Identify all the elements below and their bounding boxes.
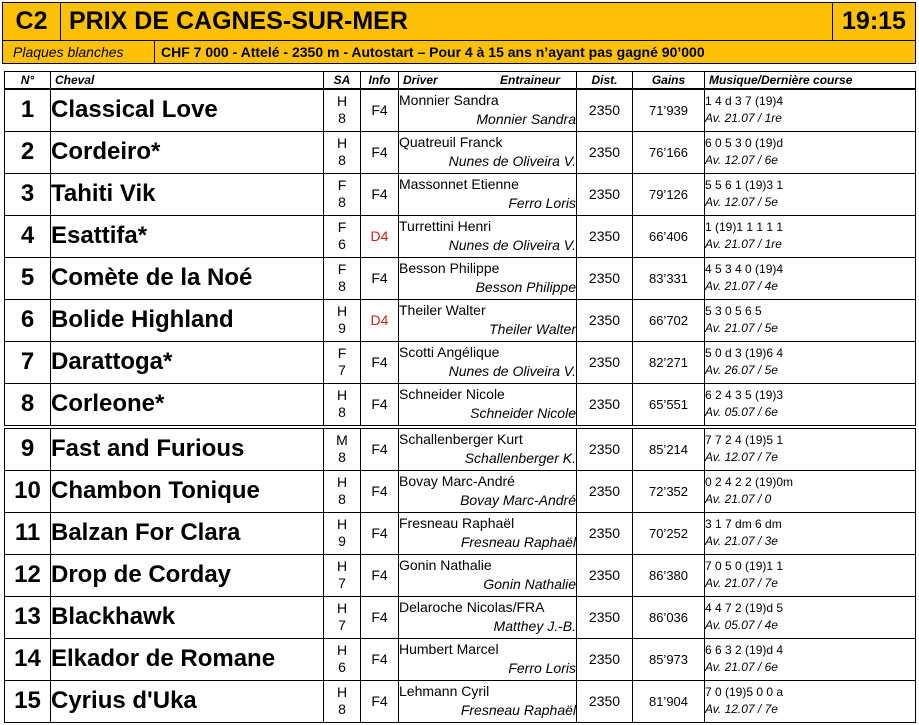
entry-gains: 81’904	[633, 680, 705, 722]
driver-trainer	[399, 383, 577, 427]
table-row	[5, 215, 916, 257]
entry-info: F4	[361, 383, 399, 427]
entry-distance: 2350	[577, 638, 633, 680]
entry-last-race: Av. 21.07 / 1re	[705, 111, 782, 125]
entry-age: 8	[338, 194, 346, 210]
entry-info: F4	[361, 427, 399, 471]
driver-name: Turrettini Henri	[399, 218, 492, 234]
trainer-name: Gonin Nathalie	[483, 576, 576, 592]
sex-age	[324, 257, 361, 299]
horse-name: Drop de Corday	[51, 554, 324, 596]
sex-age	[324, 470, 361, 512]
entry-music: 6 6 3 2 (19)d 4	[705, 643, 784, 657]
driver-name: Theiler Walter	[399, 302, 486, 318]
entry-last-race: Av. 21.07 / 4e	[705, 279, 778, 293]
trainer-name: Monnier Sandra	[476, 111, 576, 127]
entry-info: F4	[361, 638, 399, 680]
trainer-name: Fresneau Raphaël	[460, 534, 576, 550]
sex-age	[324, 89, 361, 132]
entry-gains: 66’406	[633, 215, 705, 257]
driver-trainer	[399, 554, 577, 596]
horse-name: Classical Love	[51, 89, 324, 132]
col-driver-trainer	[399, 72, 577, 89]
horse-name: Darattoga*	[51, 341, 324, 383]
entry-sex: H	[336, 387, 348, 403]
entry-number: 1	[5, 89, 51, 132]
entry-sex: H	[336, 474, 348, 490]
table-row	[5, 299, 916, 341]
entry-last-race: Av. 21.07 / 6e	[705, 660, 778, 674]
entry-music: 7 0 5 0 (19)1 1	[705, 559, 784, 573]
driver-trainer	[399, 470, 577, 512]
entry-music: 6 0 5 3 0 (19)d	[705, 136, 784, 150]
entry-sex: H	[336, 93, 348, 109]
entry-age: 6	[338, 659, 346, 675]
entry-info: F4	[361, 173, 399, 215]
col-music: Musique/Dernière course	[705, 72, 916, 89]
trainer-name: Fresneau Raphaël	[460, 702, 576, 718]
entry-age: 9	[338, 533, 346, 549]
entry-number: 2	[5, 131, 51, 173]
table-row	[5, 173, 916, 215]
col-num: N°	[5, 72, 51, 89]
entry-sex: H	[336, 600, 348, 616]
entry-gains: 86’380	[633, 554, 705, 596]
music-last-race	[705, 215, 916, 257]
entry-music: 5 5 6 1 (19)3 1	[705, 178, 784, 192]
driver-trainer	[399, 89, 577, 132]
music-last-race	[705, 257, 916, 299]
trainer-name: Ferro Loris	[508, 660, 576, 676]
trainer-name: Nunes de Oliveira V.	[448, 363, 576, 379]
sex-age	[324, 427, 361, 471]
horse-name: Cyrius d'Uka	[51, 680, 324, 722]
entry-age: 8	[338, 278, 346, 294]
driver-name: Monnier Sandra	[399, 92, 499, 108]
entry-info: F4	[361, 257, 399, 299]
entry-age: 8	[338, 701, 346, 717]
table-row	[5, 427, 916, 471]
entry-sex: M	[336, 432, 348, 448]
music-last-race	[705, 554, 916, 596]
entry-last-race: Av. 21.07 / 3e	[705, 534, 778, 548]
table-row	[5, 131, 916, 173]
entry-age: 8	[338, 449, 346, 465]
entry-distance: 2350	[577, 131, 633, 173]
entry-gains: 86’036	[633, 596, 705, 638]
driver-name: Delaroche Nicolas/FRA	[399, 599, 545, 615]
music-last-race	[705, 383, 916, 427]
entry-info: F4	[361, 554, 399, 596]
entry-distance: 2350	[577, 341, 633, 383]
entry-music: 1 (19)1 1 1 1 1	[705, 220, 784, 234]
entry-number: 12	[5, 554, 51, 596]
entry-music: 4 4 7 2 (19)d 5	[705, 601, 784, 615]
trainer-name: Schallenberger K.	[464, 450, 576, 466]
entry-sex: F	[337, 177, 347, 193]
entry-sex: F	[337, 219, 347, 235]
driver-name: Bovay Marc-André	[399, 473, 515, 489]
entry-distance: 2350	[577, 596, 633, 638]
entry-age: 8	[338, 491, 346, 507]
horse-name: Tahiti Vik	[51, 173, 324, 215]
driver-name: Schneider Nicole	[399, 386, 505, 402]
entry-distance: 2350	[577, 215, 633, 257]
entry-distance: 2350	[577, 383, 633, 427]
entry-distance: 2350	[577, 89, 633, 132]
entry-age: 7	[338, 575, 346, 591]
col-driver: Driver	[403, 72, 438, 87]
driver-name: Scotti Angélique	[399, 344, 500, 360]
sex-age	[324, 215, 361, 257]
entry-gains: 66’702	[633, 299, 705, 341]
horse-name: Cordeiro*	[51, 131, 324, 173]
trainer-name: Theiler Walter	[489, 321, 576, 337]
music-last-race	[705, 299, 916, 341]
driver-trainer	[399, 215, 577, 257]
entry-music: 4 5 3 4 0 (19)4	[705, 262, 784, 276]
race-title: PRIX DE CAGNES-SUR-MER	[61, 3, 833, 41]
entry-sex: H	[336, 516, 348, 532]
entry-last-race: Av. 21.07 / 1re	[705, 237, 782, 251]
sex-age	[324, 131, 361, 173]
music-last-race	[705, 512, 916, 554]
entry-age: 8	[338, 152, 346, 168]
trainer-name: Schneider Nicole	[470, 405, 576, 421]
entry-last-race: Av. 05.07 / 4e	[705, 618, 778, 632]
entry-info: F4	[361, 341, 399, 383]
entry-last-race: Av. 12.07 / 7e	[705, 702, 778, 716]
music-last-race	[705, 638, 916, 680]
entry-gains: 83’331	[633, 257, 705, 299]
table-row	[5, 383, 916, 427]
table-row	[5, 554, 916, 596]
sex-age	[324, 596, 361, 638]
entry-number: 11	[5, 512, 51, 554]
music-last-race	[705, 470, 916, 512]
table-header-row	[5, 72, 916, 89]
entry-age: 7	[338, 617, 346, 633]
sex-age	[324, 638, 361, 680]
trainer-name: Nunes de Oliveira V.	[448, 153, 576, 169]
entry-gains: 82’271	[633, 341, 705, 383]
col-info: Info	[361, 72, 399, 89]
driver-name: Fresneau Raphaël	[399, 515, 515, 531]
entry-distance: 2350	[577, 470, 633, 512]
entry-number: 5	[5, 257, 51, 299]
driver-name: Quatreuil Franck	[399, 134, 503, 150]
entry-gains: 65’551	[633, 383, 705, 427]
driver-name: Gonin Nathalie	[399, 557, 492, 573]
col-horse: Cheval	[51, 72, 324, 89]
entries-body	[5, 89, 916, 723]
entry-info: F4	[361, 512, 399, 554]
driver-trainer	[399, 299, 577, 341]
table-row	[5, 638, 916, 680]
entry-music: 7 0 (19)5 0 0 a	[705, 685, 784, 699]
entry-age: 8	[338, 404, 346, 420]
entry-info: F4	[361, 680, 399, 722]
entry-age: 6	[338, 236, 346, 252]
entry-number: 15	[5, 680, 51, 722]
music-last-race	[705, 173, 916, 215]
entry-distance: 2350	[577, 427, 633, 471]
entry-number: 10	[5, 470, 51, 512]
music-last-race	[705, 89, 916, 132]
table-row	[5, 89, 916, 132]
entry-age: 9	[338, 320, 346, 336]
driver-name: Humbert Marcel	[399, 641, 499, 657]
entry-number: 14	[5, 638, 51, 680]
entry-info: F4	[361, 596, 399, 638]
entry-gains: 72’352	[633, 470, 705, 512]
table-row	[5, 257, 916, 299]
col-trainer: Entraineur	[499, 72, 560, 87]
race-plates: Plaques blanches	[3, 41, 155, 63]
entry-sex: H	[336, 303, 348, 319]
sex-age	[324, 554, 361, 596]
entry-sex: H	[336, 684, 348, 700]
entry-music: 6 2 4 3 5 (19)3	[705, 388, 784, 402]
race-time: 19:15	[833, 3, 915, 41]
entry-info: F4	[361, 89, 399, 132]
music-last-race	[705, 131, 916, 173]
driver-name: Lehmann Cyril	[399, 683, 490, 699]
entry-distance: 2350	[577, 512, 633, 554]
music-last-race	[705, 680, 916, 722]
entry-distance: 2350	[577, 299, 633, 341]
col-gains: Gains	[633, 72, 705, 89]
entry-last-race: Av. 12.07 / 6e	[705, 153, 778, 167]
entry-sex: H	[336, 558, 348, 574]
table-row	[5, 341, 916, 383]
entry-gains: 85’214	[633, 427, 705, 471]
horse-name: Corleone*	[51, 383, 324, 427]
entry-gains: 85’973	[633, 638, 705, 680]
music-last-race	[705, 427, 916, 471]
sex-age	[324, 512, 361, 554]
entry-distance: 2350	[577, 173, 633, 215]
horse-name: Elkador de Romane	[51, 638, 324, 680]
entry-gains: 70’252	[633, 512, 705, 554]
race-header	[2, 2, 916, 64]
entry-age: 7	[338, 362, 346, 378]
entry-gains: 71’939	[633, 89, 705, 132]
entry-distance: 2350	[577, 257, 633, 299]
entry-last-race: Av. 12.07 / 5e	[705, 195, 778, 209]
race-conditions: CHF 7 000 - Attelé - 2350 m - Autostart – Pour 4 à 15 ans n’ayant pas gagné 90’000	[161, 44, 705, 60]
entry-number: 4	[5, 215, 51, 257]
driver-trainer	[399, 596, 577, 638]
horse-name: Comète de la Noé	[51, 257, 324, 299]
entry-distance: 2350	[577, 554, 633, 596]
entry-music: 7 7 2 4 (19)5 1	[705, 433, 784, 447]
entry-age: 8	[338, 110, 346, 126]
driver-trainer	[399, 173, 577, 215]
sex-age	[324, 680, 361, 722]
table-row	[5, 680, 916, 722]
entries-table	[4, 71, 916, 723]
driver-name: Besson Philippe	[399, 260, 500, 276]
driver-name: Schallenberger Kurt	[399, 431, 523, 447]
entry-gains: 79’126	[633, 173, 705, 215]
sex-age	[324, 383, 361, 427]
trainer-name: Ferro Loris	[508, 195, 576, 211]
horse-name: Blackhawk	[51, 596, 324, 638]
col-sa: SA	[324, 72, 361, 89]
entry-number: 6	[5, 299, 51, 341]
entry-number: 8	[5, 383, 51, 427]
table-row	[5, 512, 916, 554]
entry-music: 5 0 d 3 (19)6 4	[705, 346, 784, 360]
entry-info: F4	[361, 131, 399, 173]
entry-info: F4	[361, 470, 399, 512]
driver-name: Massonnet Etienne	[399, 176, 519, 192]
entry-number: 3	[5, 173, 51, 215]
entry-sex: F	[337, 345, 347, 361]
driver-trainer	[399, 638, 577, 680]
entry-sex: F	[337, 261, 347, 277]
entry-number: 9	[5, 427, 51, 471]
music-last-race	[705, 341, 916, 383]
entry-gains: 76’166	[633, 131, 705, 173]
horse-name: Balzan For Clara	[51, 512, 324, 554]
horse-name: Bolide Highland	[51, 299, 324, 341]
col-dist: Dist.	[577, 72, 633, 89]
entry-sex: H	[336, 642, 348, 658]
entry-music: 1 4 d 3 7 (19)4	[705, 94, 784, 108]
driver-trainer	[399, 341, 577, 383]
table-row	[5, 470, 916, 512]
sex-age	[324, 173, 361, 215]
entry-sex: H	[336, 135, 348, 151]
trainer-name: Besson Philippe	[475, 279, 576, 295]
horse-name: Fast and Furious	[51, 427, 324, 471]
trainer-name: Bovay Marc-André	[460, 492, 576, 508]
entry-last-race: Av. 26.07 / 5e	[705, 363, 778, 377]
entry-music: 5 3 0 5 6 5	[705, 304, 762, 318]
entry-number: 13	[5, 596, 51, 638]
trainer-name: Matthey J.-B.	[493, 618, 576, 634]
driver-trainer	[399, 257, 577, 299]
entry-last-race: Av. 21.07 / 5e	[705, 321, 778, 335]
sex-age	[324, 341, 361, 383]
entry-last-race: Av. 12.07 / 7e	[705, 450, 778, 464]
music-last-race	[705, 596, 916, 638]
entry-last-race: Av. 21.07 / 0	[705, 492, 772, 506]
driver-trainer	[399, 427, 577, 471]
entry-music: 0 2 4 2 2 (19)0m	[705, 475, 794, 489]
table-row	[5, 596, 916, 638]
driver-trainer	[399, 131, 577, 173]
entry-music: 3 1 7 dm 6 dm	[705, 517, 782, 531]
entry-info: D4	[361, 215, 399, 257]
trainer-name: Nunes de Oliveira V.	[448, 237, 576, 253]
entry-last-race: Av. 21.07 / 7e	[705, 576, 778, 590]
entry-last-race: Av. 05.07 / 6e	[705, 405, 778, 419]
race-code: C2	[3, 3, 61, 41]
horse-name: Chambon Tonique	[51, 470, 324, 512]
sex-age	[324, 299, 361, 341]
driver-trainer	[399, 512, 577, 554]
driver-trainer	[399, 680, 577, 722]
entry-distance: 2350	[577, 680, 633, 722]
entry-info: D4	[361, 299, 399, 341]
horse-name: Esattifa*	[51, 215, 324, 257]
entry-number: 7	[5, 341, 51, 383]
